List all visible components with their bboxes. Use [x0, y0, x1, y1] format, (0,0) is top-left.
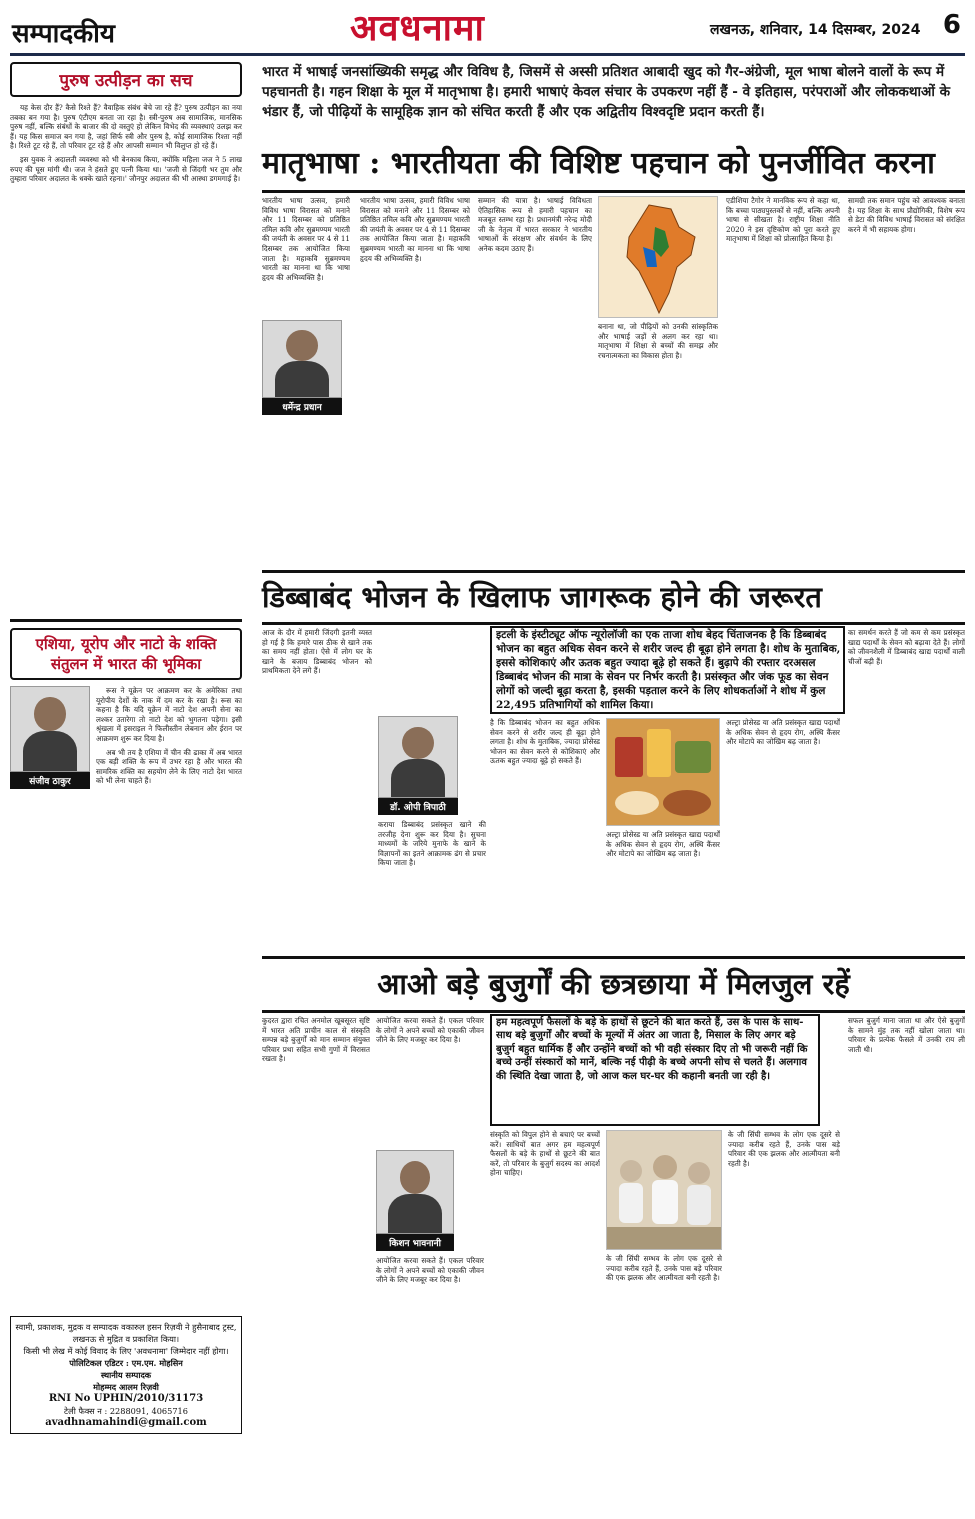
packaged-food-image — [606, 718, 720, 826]
story1-col5: एडीशिया टैगोर ने मानविक रूप से कहा था, कि बच्चा पाठ्यपुस्तकों से नहीं, बल्कि अपनी भाषा से सीखता है। राष्ट्रीय शिक्षा नीति 2020 ने इस दृष्टिकोण को पूरा करते हुए मातृभाषा में शिक्षा को प्रोत्साहित किया है। — [726, 196, 840, 244]
story3-author-card — [376, 1150, 454, 1251]
rule — [262, 1010, 965, 1013]
story1-headline: मातृभाषा : भारतीयता की विशिष्ट पहचान को पुनर्जीवित करना — [262, 146, 935, 181]
story3-col2b: आयोजित करवा सकते हैं। एकल परिवार के लोगों ने अपने बच्चों को एकाकी जीवन जीने के लिए मजबूर कर दिया है। — [376, 1256, 484, 1285]
story2-col4: अल्ट्रा प्रोसेस्ड या अति प्रसंस्कृत खाद्य पदार्थों के अधिक सेवन से हृदय रोग, अस्थि कैंसर और मोटापे का जोखिम बढ़ जाता है। — [606, 830, 720, 859]
email: avadhnamahindi@gmail.com — [45, 1417, 207, 1428]
india-map-image — [598, 196, 718, 318]
rule — [262, 622, 965, 625]
story1-col1: भारतीय भाषा उत्सव, हमारी विविध भाषा विरासत को मनाने और 11 दिसम्बर को प्रतिष्ठित तमिल कवि और सुब्रमण्यम भारती की जयंती के अवसर पर 4 से 11 दिसम्बर तक आयोजित किया जाता है। महाकवि सुब्रमण्यम भारती का मानना था कि भाषा हृदय की अभिव्यक्ति है। — [262, 196, 350, 282]
imprint-line: किसी भी लेख में कोई विवाद के लिए 'अवधनामा' जिम्मेदार नहीं होगा। — [23, 1346, 229, 1356]
left-article-title: पुरुष उत्पीड़न का सच — [10, 62, 242, 97]
imprint-box — [10, 1316, 242, 1434]
resident-editor-label: स्थानीय सम्पादक — [100, 1370, 152, 1380]
rule — [262, 570, 965, 573]
page-number: 6 — [942, 10, 961, 40]
story1-col2: भारतीय भाषा उत्सव, हमारी विविध भाषा विरासत को मनाने और 11 दिसम्बर को प्रतिष्ठित तमिल कवि और सुब्रमण्यम भारती की जयंती के अवसर पर 4 से 11 दिसम्बर तक आयोजित किया जाता है। महाकवि सुब्रमण्यम भारती का मानना था कि भाषा हृदय की अभिव्यक्ति है। — [360, 196, 470, 263]
story3-col5: सफल बुजुर्ग माना जाता था और ऐसे बुजुर्गों के सामने मुंह तक नहीं खोला जाता था। परिवार के प्रत्येक फैसले में उनकी राय ली जाती थी। — [848, 1016, 965, 1054]
story2-col2: कराया डिब्बाबंद प्रसंस्कृत खाने की तरजीह देना शुरू कर दिया है। सुचना माध्यमों के जरिये मुनाफे के खाने के विज्ञापनों का इतने आक्रामक ढंग से प्रचार किया जाता है। — [378, 820, 486, 868]
story1-lead: भारत में भाषाई जनसांख्यिकी समृद्ध और विविध है, जिसमें से अस्सी प्रतिशत आबादी खुद को गैर-अंग्रेजी, मूल भाषा बोलने वालों के रूप में पहचानती है। गहन शिक्षा के मूल में मातृभाषा है। हमारी भाषाएं केवल संचार के उपकरण नहीं हैं - वे इतिहास, परंपराओं और लोककथाओं के भंडार हैं, जो पीढ़ियों के सामूहिक ज्ञान को संचित करती हैं और एक अद्वितीय विश्वदृष्टि प्रदान करती हैं। — [262, 64, 951, 120]
logo-text: अवधनामा — [350, 7, 485, 49]
rule — [262, 190, 965, 193]
story3-col4: के जी सिंघी सम्भव के लोग एक दूसरे से ज्यादा करीब रहते हैं, उनके पास बड़े परिवार की एक झलक और आत्मीयता बनी रहती है। — [606, 1254, 722, 1283]
masthead — [10, 4, 965, 56]
story2-headline: डिब्बाबंद भोजन के खिलाफ जागरूक होने की जरूरत — [262, 580, 822, 614]
rule — [262, 956, 965, 959]
resident-editor-name: मोहम्मद आलम रिज़वी — [93, 1382, 159, 1392]
author-photo — [262, 320, 342, 398]
story3-headline: आओ बड़े बुजुर्गों की छत्रछाया में मिलजुल रहें — [377, 967, 850, 1001]
story2-col3: है कि डिब्बाबंद भोजन का बहुत अधिक सेवन करने से शरीर जल्द ही बूढ़ा होने लगता है। शोध के मुताबिक, ज्यादा प्रोसेस्ड भोजन का सेवन करने से कोशिकाएं और ऊतक बहुत ज्यादा बूढ़े हो सकते हैं। — [490, 718, 600, 766]
paragraph: इस युवक ने अदालती व्यवस्था को भी बेनकाब किया, क्योंकि महिला जज ने 5 लाख रुपए की घूस मांगी थी। जज ने हंसते हुए पत्नी किया था। 'जजी से जिंदगी भर तुम और तुम्हारा परिवार अदालत के धक्के खाते रहना।' जौनपुर अदालत की भी आस्था डगमगाई है। — [10, 154, 242, 184]
left-column — [10, 62, 242, 1266]
story2-col5: अल्ट्रा प्रोसेस्ड या अति प्रसंस्कृत खाद्य पदार्थों के अधिक सेवन से हृदय रोग, अस्थि कैंसर और मोटापे का जोखिम बढ़ जाता है। — [726, 718, 840, 747]
rni-number: RNI No UPHIN/2010/31173 — [48, 1393, 204, 1404]
newspaper-logo — [350, 6, 640, 50]
author-photo — [378, 716, 458, 798]
author-card — [10, 686, 90, 789]
dateline: लखनऊ, शनिवार, 14 दिसम्बर, 2024 — [710, 22, 921, 38]
story2-author-card — [378, 716, 458, 815]
section-name: सम्पादकीय — [12, 19, 115, 49]
story1-col4: बनाना था, जो पीढ़ियों को उनकी सांस्कृतिक और भाषाई जड़ों से अलग कर रहा था। मातृभाषा में शिक्षा से बच्चों की समझ और रचनात्मकता का विकास होता है। — [598, 322, 718, 360]
imprint-line: स्वामी, प्रकाशक, मुद्रक व सम्पादक वकारुल हसन रिज़वी ने हुसैनाबाद ट्रस्ट, लखनऊ से मुद्रित व प्रकाशित किया। — [15, 1322, 237, 1344]
left-article2-title: एशिया, यूरोप और नाटो के शक्ति संतुलन में भारत की भूमिका — [10, 628, 242, 680]
paragraph: यह केस दौर हैं? कैसे रिश्ते हैं? वैवाहिक संबंध बेचे जा रहे हैं? पुरुष उत्पीड़न का नया तबका बन गया है। पुरुष एंटीएम बनता जा रहा है। स्त्री-पुरुष अब सामाजिक, मानसिक पुरुष नहीं, बल्कि संबंधों के बाजार की दो वस्तुएं हो लेकिन विभेद की व्यवस्थाएं उलझ कर हैं। यह किस समाज बन गया है, जहां सिर्फ स्त्री और पुरुष है, कोई सामाजिक रिश्ता नहीं है। रिश्ते टूट रहे हैं, तो परिवार टूट रहे हैं और आपसी सम्मान भी विलुप्त हो रहे हैं। — [10, 103, 242, 151]
story3-col3: संस्कृति को विपुल होने से बचाएं पर बच्चों करें। साथियों बात अगर हम महत्वपूर्ण फैसलों के बड़े के हाथों से छूटने की बात करें, तो परिवार के बुजुर्ग सदस्य का आदर्श होना चाहिए। — [490, 1130, 600, 1178]
story2-col1: आज के दौर में हमारी जिंदगी इतनी व्यस्त हो गई है कि हमारे पास ठीक से खाने तक का समय नहीं होता। ऐसे में लोग घर के खाने के बजाय डिब्बाबंद भोजन को प्राथमिकता देने लगे हैं। — [262, 628, 372, 676]
author-photo — [376, 1150, 454, 1234]
left-article2-body — [96, 686, 242, 1266]
story1-author-card — [262, 320, 342, 415]
story3-col2: आयोजित करवा सकते हैं। एकल परिवार के लोगों ने अपने बच्चों को एकाकी जीवन जीने के लिए मजबूर कर दिया है। — [376, 1016, 484, 1045]
paragraph: रूस ने यूक्रेन पर आक्रमण कर के अमेरिका तथा यूरोपीय देशों के नाक में दम कर के रखा है। रूस का कहना है कि यदि यूक्रेन में नाटो देश अपनी सेना का लश्कर उतारेगा तो नाटो देश को भुगतना पड़ेगा। इसी श्रृंखला में इसराइल ने फिलीस्तीन लेबनान और ईरान पर आक्रमण शुरू कर दिया है। — [96, 686, 242, 743]
divider — [10, 619, 242, 622]
left-article2-body-wrap — [10, 686, 242, 1266]
author-byline: डॉ. ओपी त्रिपाठी — [378, 798, 458, 815]
author-photo — [10, 686, 90, 772]
author-byline: धर्मेन्द्र प्रधान — [262, 398, 342, 415]
paragraph: अब भी तय है एशिया में चीन की ढाका में अब भारत एक बड़ी शक्ति के रूप में उभर रहा है और भारत की सामरिक शक्ति का सहयोग लेने के लिए नाटो देश भारत को भी लेना चाहते हैं। — [96, 747, 242, 786]
elderly-group-image — [606, 1130, 722, 1250]
story2-col6: का समर्थन करते हैं जो कम से कम प्रसंस्कृत खाद्य पदार्थों के सेवन को बढ़ावा देते हैं। लोगों को जीवनशैली में डिब्बाबंद खाद्य पदार्थों वाली चीजों बढ़ी हैं। — [848, 628, 965, 666]
political-editor: पोलिटिकल एडिटर : एम.एम. मोहसिन — [69, 1358, 183, 1368]
story2-deck: इटली के इंस्टीट्यूट ऑफ न्यूरोलॉजी का एक ताजा शोध बेहद चिंताजनक है कि डिब्बाबंद भोजन का बहुत अधिक सेवन करने से शरीर जल्द ही बूढ़ा होने लगता है। शोध के मुताबिक, इससे कोशिकाएं और ऊतक बहुत ज्यादा बूढ़े हो सकते हैं। बुढ़ापे की रफ्तार दरअसल डिब्बाबंद भोजन की मात्रा के सेवन पर निर्भर करती है। प्रसंस्कृत और जंक फूड का सेवन लोगों को जल्दी बूढ़ा करता है, इसकी पड़ताल करने के लिए शोधकर्ताओं ने शोध में कुल 22,495 प्रतिभागियों को शामिल किया। — [496, 629, 841, 711]
story3-col1: कुदरत द्वारा रचित अनमोल खूबसूरत सृष्टि में भारत अति प्राचीन काल से संस्कृति सम्पन्न बड़े बुजुर्गों को मान सम्मान संयुक्त परिवार प्रथा सहित सभी गुणों में विरासत रखता है। — [262, 1016, 370, 1064]
story1-col6: सामग्री तक समान पहुंच को आवश्यक बनाता है। यह शिक्षा के साथ प्रौद्योगिकी, विशेष रूप से डेटा की विविध भाषाई विरासत को संरक्षित करने में भी सहायक होगा। — [848, 196, 965, 234]
left-article-body — [10, 103, 242, 613]
phone: टेली फैक्स न : 2288091, 4065716 — [64, 1406, 188, 1416]
story3-deck: हम महत्वपूर्ण फैसलों के बड़े के हाथों से छूटने की बात करते हैं, उस के पास के साथ-साथ बड़े बुजुर्गों और बच्चों के मूल्यों में अंतर आ जाता है, मिसाल के लिए अगर बड़े बुजुर्ग बहुत धार्मिक हैं और उन्होंने बच्चों को भी वही संस्कार दिए तो भी जरूरी नहीं कि बच्चे उन्हीं संस्कारों को मानें, बल्कि नई पीढ़ी के बच्चे अपनी सोच से चलते हैं। अलगाव की स्थिति देखा जाता है, जो आज कल घर-घर की कहानी बनती जा रही है। — [496, 1017, 808, 1082]
story1-col3: सम्मान की यात्रा है। भाषाई विविधता ऐतिहासिक रूप से हमारी पहचान का मजबूत स्तम्भ रहा है। प्रधानमंत्री नरेन्द्र मोदी जी के नेतृत्व में भारत सरकार ने भारतीय भाषाओं के संरक्षण और संवर्धन के लिए अनेक कदम उठाए हैं। — [478, 196, 592, 253]
story3-col4b: के जी सिंघी सम्भव के लोग एक दूसरे से ज्यादा करीब रहते हैं, उनके पास बड़े परिवार की एक झलक और आत्मीयता बनी रहती है। — [728, 1130, 840, 1168]
author-byline: किशन भावनानी — [376, 1234, 454, 1251]
author-byline: संजीव ठाकुर — [10, 772, 90, 789]
